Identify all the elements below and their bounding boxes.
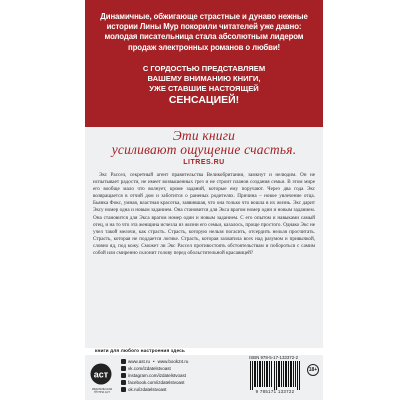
red-header-block [85, 0, 323, 127]
instagram-icon [121, 373, 126, 378]
links-row [121, 358, 231, 365]
isbn-label: ISBN 978-5-17-133372-2 [249, 355, 299, 360]
links-row [121, 372, 231, 379]
link-text[interactable]: www.ast.ru [128, 359, 151, 364]
intro-text: Динамичные, обжигающе страстные и дунаво нежные истории Лины Мур покорили читателей уже давно: молодая писательница стала абсолютным лидером продаж электронных романов о любви! [100, 12, 308, 52]
link-text[interactable]: instagram.com/izdatelstvoast [128, 373, 187, 378]
age-rating-badge: 18+ [307, 364, 319, 376]
slogan [95, 129, 313, 157]
publisher-logo [89, 363, 113, 385]
book-description: Экс Рассел, секретный агент правительства Великобритании, замкнут и нелюдим. Он не испытывает радости, не имеет возвышенных грез и не строит планов создания семьи. В этом мире его вообще мало что волнует, кроме заданий, которые ему поручают. Через два года Экс возвращается в отчий дом и заботится о раненых родителях. Причина – новое увлечение отца. Бьянка Фокс, умная, властная красотка, заявившая, что она только что вошла в их жизнь. Экс дарит Эксу номер одна и новым заданием. Она становится для Экса врагом номер один и новым заданием. Она становится для Экса врагом номер один и новым заданием. С его опытом и навыками самый отец, и на то что эта женщина исчезла из жизни его семьи, казалось, проще простого. Однако Экс не учел такой мелочи, как страсть. Страсть, которую нельзя погасить, отсердить нельзя просчитать. Страсть, которая не поддается логике. Страсть, которая захватила всех над разумом и привычкой, словно яд, под кожу. Сможет ли Экс Рассел противостоять обстоятельствам и побороться с самим собой или смиренно склонит голову перед обольстительной красавицей? [93, 172, 315, 257]
separator: • [153, 359, 155, 364]
globe-icon [121, 359, 126, 364]
brand-name: LITRES.RU [183, 159, 225, 166]
svg-text:аст: аст [93, 369, 109, 380]
link-text[interactable]: vk.com/izdatelstvoast [128, 366, 171, 371]
vk-icon [121, 366, 126, 371]
announcement-line: УЖЕ СТАВШИЕ НАСТОЯЩЕЙ [149, 84, 259, 93]
facebook-icon [121, 380, 126, 385]
ok-icon [121, 387, 126, 392]
link-text[interactable]: www.book24.ru [157, 359, 189, 364]
announcement-heading [85, 64, 323, 106]
slogan-line: усиливают ощущение счастья. [111, 142, 297, 157]
publisher-logo-caption: ИЗДАТЕЛЬСКАЯ ГРУППА АСТ [91, 388, 113, 394]
contact-links [121, 358, 231, 393]
links-row [121, 379, 231, 386]
footer-tagline-band [85, 348, 323, 355]
announcement-line: СЕНСАЦИЕЙ! [168, 94, 240, 106]
links-row [121, 386, 231, 393]
book-back-cover [85, 0, 323, 400]
barcode-number: 9 785171 133722 [255, 389, 295, 394]
footer-tagline: книги для любого настроения здесь [95, 349, 185, 354]
barcode [249, 361, 301, 390]
announcement-line: С ГОРДОСТЬЮ ПРЕДСТАВЛЯЕМ [142, 64, 266, 73]
link-text[interactable]: facebook.com/izdatelstvoast [128, 380, 185, 385]
slogan-line: Эти книги [172, 128, 236, 143]
announcement-line: ВАШЕМУ ВНИМАНИЮ КНИГИ, [147, 74, 261, 83]
links-row [121, 365, 231, 372]
link-text[interactable]: ok.ru/izdatelstvoast [128, 387, 167, 392]
